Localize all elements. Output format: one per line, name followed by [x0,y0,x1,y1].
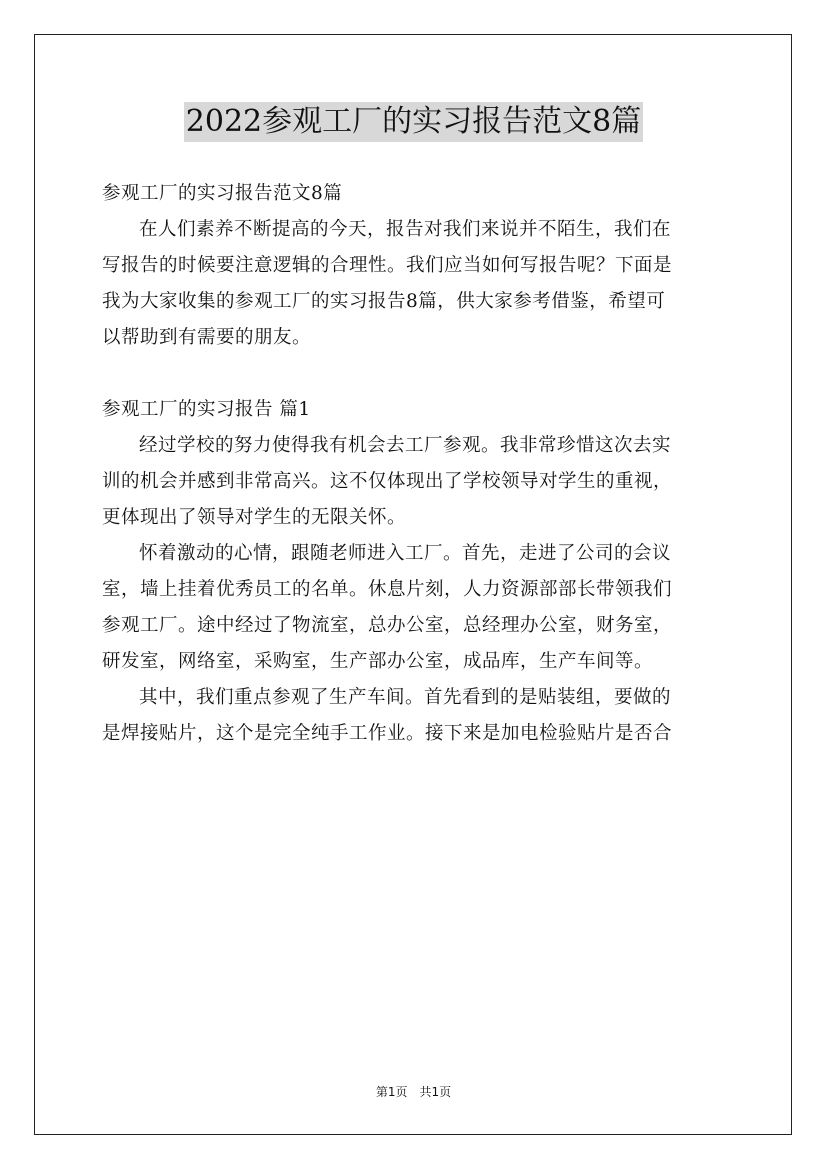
title-container [0,102,827,142]
text-line: 训的机会并感到非常高兴。这不仅体现出了学校领导对学生的重视， [102,471,673,492]
document-title: 2022参观工厂的实习报告范文8篇 [184,102,643,142]
text-line: 在人们素养不断提高的今天，报告对我们来说并不陌生，我们在 [139,219,672,240]
text-line: 参观工厂的实习报告 篇1 [102,399,311,420]
text-line: 室，墙上挂着优秀员工的名单。休息片刻，人力资源部部长带领我们 [102,579,673,600]
text-line: 经过学校的努力使得我有机会去工厂参观。我非常珍惜这次去实 [139,435,672,456]
text-line: 其中，我们重点参观了生产车间。首先看到的是贴装组，要做的 [139,687,672,708]
text-line: 参观工厂的实习报告范文8篇 [102,183,343,204]
text-line: 是焊接贴片，这个是完全纯手工作业。接下来是加电检验贴片是否合 [102,723,673,744]
text-line: 以帮助到有需要的朋友。 [102,327,312,348]
paragraph-gap [102,356,728,392]
text-line: 参观工厂。途中经过了物流室，总办公室，总经理办公室，财务室， [102,615,673,636]
text-line: 怀着激动的心情，跟随老师进入工厂。首先，走进了公司的会议 [139,543,672,564]
text-line: 更体现出了领导对学生的无限关怀。 [102,507,407,528]
document-body [102,176,728,752]
text-line: 写报告的时候要注意逻辑的合理性。我们应当如何写报告呢？下面是 [102,255,673,276]
text-line: 研发室，网络室，采购室，生产部办公室，成品库，生产车间等。 [102,651,654,672]
text-line: 我为大家收集的参观工厂的实习报告8篇，供大家参考借鉴，希望可 [102,291,666,312]
page-footer: 第1页 共1页 [375,1085,452,1099]
